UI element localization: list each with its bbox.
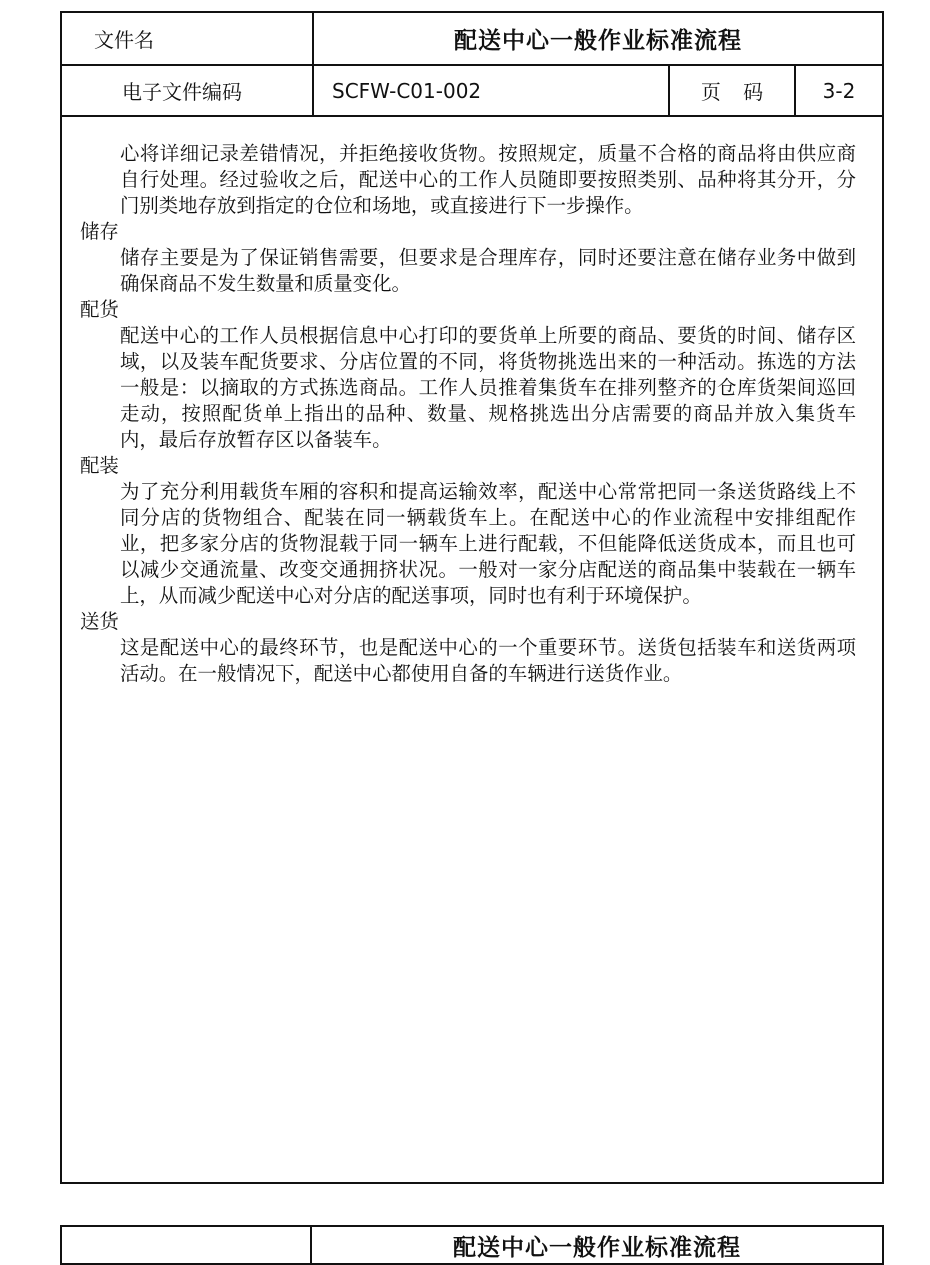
page-number-label: 页 码 bbox=[668, 66, 794, 115]
section-heading-delivery: 送货 bbox=[80, 610, 119, 633]
header-row-title bbox=[62, 13, 882, 66]
header-row-code bbox=[62, 66, 882, 117]
document-page bbox=[60, 11, 884, 1184]
section-text-loading: 为了充分利用载货车厢的容积和提高运输效率，配送中心常常把同一条送货路线上不同分店的货物组合、配装在同一辆载货车上。在配送中心的作业流程中安排组配作业，把多家分店的货物混载于同一辆车上进行配载，不但能降低送货成本，而且也可以减少交通流量、改变交通拥挤状况。一般对一家分店配送的商品集中装载在一辆车上，从而减少配送中心对分店的配送事项，同时也有利于环境保护。 bbox=[120, 480, 856, 607]
document-title: 配送中心一般作业标准流程 bbox=[312, 13, 882, 64]
intro-paragraph: 心将详细记录差错情况，并拒绝接收货物。按照规定，质量不合格的商品将由供应商自行处理。经过验收之后，配送中心的工作人员随即要按照类别、品种将其分开，分门别类地存放到指定的仓位和场地，或直接进行下一步操作。 bbox=[120, 142, 856, 217]
section-heading-picking: 配货 bbox=[80, 298, 119, 321]
next-page-header bbox=[60, 1225, 884, 1265]
section-heading-loading: 配装 bbox=[80, 454, 119, 477]
section-heading-storage: 储存 bbox=[80, 220, 119, 243]
next-page-title: 配送中心一般作业标准流程 bbox=[453, 1235, 741, 1261]
document-body bbox=[80, 141, 856, 687]
page-number-value: 3-2 bbox=[794, 66, 882, 115]
e-file-code-value: SCFW-C01-002 bbox=[312, 66, 668, 115]
next-page-label-cell bbox=[62, 1227, 312, 1263]
section-text-delivery: 这是配送中心的最终环节，也是配送中心的一个重要环节。送货包括装车和送货两项活动。在一般情况下，配送中心都使用自备的车辆进行送货作业。 bbox=[120, 636, 856, 685]
e-file-code-label: 电子文件编码 bbox=[122, 80, 242, 104]
section-text-storage: 储存主要是为了保证销售需要，但要求是合理库存，同时还要注意在储存业务中做到确保商品不发生数量和质量变化。 bbox=[120, 246, 856, 295]
file-name-label: 文件名 bbox=[94, 28, 154, 52]
section-text-picking: 配送中心的工作人员根据信息中心打印的要货单上所要的商品、要货的时间、储存区域，以及装车配货要求、分店位置的不同，将货物挑选出来的一种活动。拣选的方法一般是：以摘取的方式拣选商品。工作人员推着集货车在排列整齐的仓库货架间巡回走动，按照配货单上指出的品种、数量、规格挑选出分店需要的商品并放入集货车内，最后存放暂存区以备装车。 bbox=[120, 324, 856, 451]
